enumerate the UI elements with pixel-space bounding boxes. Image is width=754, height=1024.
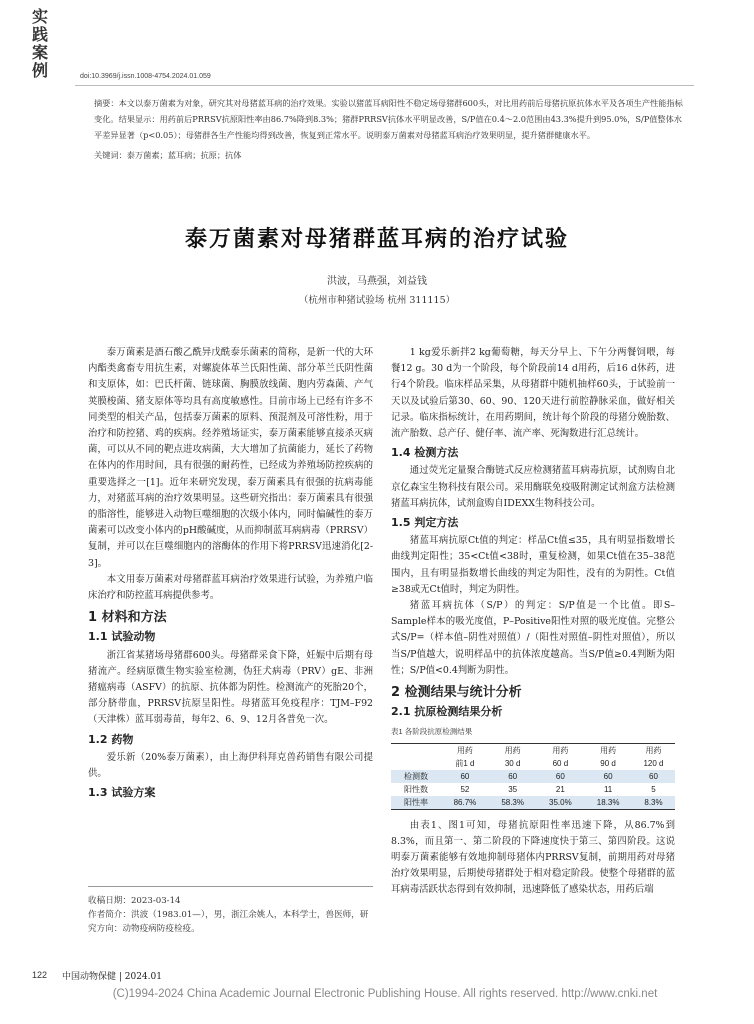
doi: doi:10.3969/j.issn.1008-4754.2024.01.059 (80, 73, 211, 80)
table-cell: 5 (651, 784, 656, 794)
table-header-cell: 30 d (504, 758, 521, 768)
affiliation: （杭州市种猪试验场 杭州 311115） (298, 295, 456, 306)
table-row (391, 770, 675, 783)
footnote (88, 894, 373, 936)
body-paragraph: 1 kg爱乐新拌2 kg葡萄糖，每天分早上、下午分两餐饲喂，每餐12 g。30 d为一个阶段，每个阶段前14 d用药，后16 d休药，进行4个阶段。临床样品采集，从母猪群中随机抽样60头，于试验前一天以及试验后第30、60、90、120天进行前腔静脉采血，做好相关记录。临床指标统计，在用药期间，统计每个阶段的母猪分娩胎数、流产胎数、总产仔、健仔率、流产率、死淘数进行汇总统计。 (391, 347, 675, 440)
table-cell: 8.3% (632, 796, 675, 810)
table-header-cell (391, 757, 441, 770)
footnote-divider (88, 886, 373, 887)
keywords: 关键词：泰万菌素；蓝耳病；抗原；抗体 (94, 150, 242, 160)
section-tag: 实践案例 (32, 7, 49, 80)
table-row (391, 783, 675, 796)
body-paragraph: 浙江省某猪场母猪群600头。母猪群采食下降，妊娠中后期有母猪流产。经病原微生物实验室检测，伪狂犬病毒（PRV）gE、非洲猪瘟病毒（ASFV）的抗原、抗体都为阴性。检测流产的死胎20个，部分脐带血，PRRSV抗原呈阳性。母猪蓝耳免疫程序：TJM–F92（天津株）蓝耳弱毒苗，每年2、6、9、12月各普免一次。 (88, 649, 373, 726)
table-header-cell: 用药 (537, 743, 585, 757)
body-paragraph: 猪蓝耳病抗原Ct值的判定：样品Ct值≤35，具有明显指数增长曲线判定阳性；35<Ct值<38时，重复检测，如果Ct值在35–38范围内，且有明显指数增长曲线的判定为阳性，没有的为阴性。Ct值≥38或无Ct值时，判定为阴性。 (391, 535, 675, 595)
body-paragraph: 爱乐新（20%泰万菌素），由上海伊科拜克兽药销售有限公司提供。 (88, 751, 373, 780)
table-header-cell: 前1 d (455, 758, 475, 768)
divider (75, 85, 694, 86)
section-heading: 1 材料和方法 (88, 610, 167, 626)
table-cell: 60 (489, 770, 537, 783)
table-cell: 阳性率 (391, 796, 441, 810)
antigen-table (391, 743, 675, 810)
article-title: 泰万菌素对母猪群蓝耳病的治疗试验 (184, 227, 569, 252)
table-cell: 60 (632, 770, 675, 783)
table-cell: 21 (555, 784, 565, 794)
table-cell: 52 (460, 784, 470, 794)
authors: 洪波，马燕强，刘益钱 (327, 276, 427, 287)
table-cell: 阳性数 (404, 784, 429, 794)
table-header-cell: 用药 (489, 743, 537, 757)
table-cell: 60 (441, 770, 489, 783)
table-header-cell: 90 d (600, 758, 616, 768)
table-cell: 35 (508, 784, 518, 794)
table-cell: 11 (603, 784, 613, 794)
subsection-heading: 1.5 判定方法 (391, 516, 459, 530)
table-header-cell: 用药 (584, 743, 632, 757)
right-column (391, 345, 675, 899)
subsection-heading: 1.2 药物 (88, 732, 134, 746)
received-date: 收稿日期：2023-03-14 (88, 896, 181, 906)
subsection-heading: 2.1 抗原检测结果分析 (391, 705, 503, 719)
table-row (391, 796, 675, 810)
table-cell: 86.7% (441, 796, 489, 810)
table-header-cell: 120 d (643, 758, 664, 768)
table-cell: 58.3% (489, 796, 537, 810)
copyright-notice: (C)1994-2024 China Academic Journal Electronic Publishing House. All rights reserved. http://www.cnki.net (112, 988, 658, 1000)
body-paragraph: 由表1、图1可知，母猪抗原阳性率迅速下降，从86.7%到8.3%，而且第一、第二阶段的下降速度快于第三、第四阶段。这说明泰万菌素能够有效地抑制母猪体内PRRSV复制，前期用药对母猪治疗效果明显，后期使母猪群处于相对稳定阶段。使整个母猪群的蓝耳病毒活跃状态得到有效抑制，迅速降低了感染状态，用药后端 (391, 819, 675, 896)
table-cell: 检测数 (391, 770, 441, 783)
table-cell: 18.3% (584, 796, 632, 810)
journal-name: 中国动物保健 | 2024.01 (62, 972, 162, 982)
table-header-cell: 用药 (632, 743, 675, 757)
table-header-cell (391, 743, 441, 757)
table-cell: 35.0% (537, 796, 585, 810)
intro-paragraph: 泰万菌素是酒石酸乙酰异戊酰泰乐菌素的简称，是新一代的大环内酯类禽畜专用抗生素，对螺旋体革兰氏阳性菌、部分革兰氏阴性菌和支原体，如：巴氏杆菌、链球菌、胸膜放线菌、胞内劳森菌、产气荚膜梭菌、猪支原体等均具有高度敏感性。目前市场上已经有许多不同类型的相关产品，包括泰万菌素的原料、预混剂及可溶性粉，用于治疗和防控猪、鸡的疾病。经养殖场证实，泰万菌素能够直接杀灭病菌，可以从不同的靶点进攻病菌，大大增加了抗菌能力，延长了药物在体内的作用时间，具有很强的耐药性，已经成为养殖场防控疾病的重要选择之一[1]。近年来研究发现，泰万菌素具有很强的抗病毒能力，对猪蓝耳病的治疗效果明显。这些研究指出：泰万菌素具有很强的脂溶性，能够进入动物巨噬细胞的次级小体内，同时偏碱性的泰万菌素可以改变小体内的pH酸碱度，从而抑制蓝耳病病毒（PRRSV）复制，并可以在巨噬细胞内的溶酶体的作用下将PRRSV迅速消化[2-3]。 (88, 347, 373, 569)
subsection-heading: 1.1 试验动物 (88, 630, 156, 644)
table-cell: 60 (584, 770, 632, 783)
body-paragraph: 猪蓝耳病抗体（S/P）的判定：S/P值是一个比值。即S–Sample样本的吸光度值，P–Positive阳性对照的吸光度值。完整公式S/P=（样本值–阴性对照值）/（阳性对照值–阴性对照值），所以当S/P值越大，说明样品中的抗体浓度越高。当S/P值≥0.4判断为阳性；S/P值<0.4判断为阴性。 (391, 600, 675, 676)
table-header-cell: 用药 (441, 743, 489, 757)
section-heading: 2 检测结果与统计分析 (391, 685, 522, 701)
intro-paragraph: 本文用泰万菌素对母猪群蓝耳病治疗效果进行试验，为养殖户临床治疗和防控蓝耳病提供参考。 (88, 573, 373, 602)
author-bio: 作者简介：洪波（1983.01—），男，浙江余姚人，本科学士，兽医师，研究方向：动物疫病防疫检疫。 (88, 910, 369, 934)
subsection-heading: 1.3 试验方案 (88, 786, 156, 800)
table-header-cell: 60 d (552, 758, 569, 768)
page-number: 122 (32, 970, 48, 980)
subsection-heading: 1.4 检测方法 (391, 446, 459, 460)
body-paragraph: 通过荧光定量聚合酶链式反应检测猪蓝耳病毒抗原，试剂购自北京亿森宝生物科技有限公司。采用酶联免疫吸附测定试剂盒方法检测猪蓝耳病抗体，试剂盒购自IDEXX生物科技公司。 (391, 465, 675, 509)
left-column (88, 345, 373, 803)
abstract: 摘要：本文以泰万菌素为对象，研究其对母猪蓝耳病的治疗效果。实验以猪蓝耳病阳性不稳定场母猪群600头，对比用药前后母猪抗原抗体水平及各项生产性能指标变化。结果显示：用药前后PRRSV抗原阳性率由86.7%降到8.3%；猪群PRRSV抗体水平明显改善，S/P值在0.4～2.0范围由43.3%提升到95.0%，S/P值整体水平差异显著（p<0.05）；母猪群各生产性能均得到改善，恢复到正常水平。说明泰万菌素对母猪蓝耳病治疗效果明显，提升猪群健康水平。 (94, 98, 683, 140)
table-cell: 60 (537, 770, 585, 783)
table-caption: 表1 各阶段抗原检测结果 (391, 727, 473, 737)
